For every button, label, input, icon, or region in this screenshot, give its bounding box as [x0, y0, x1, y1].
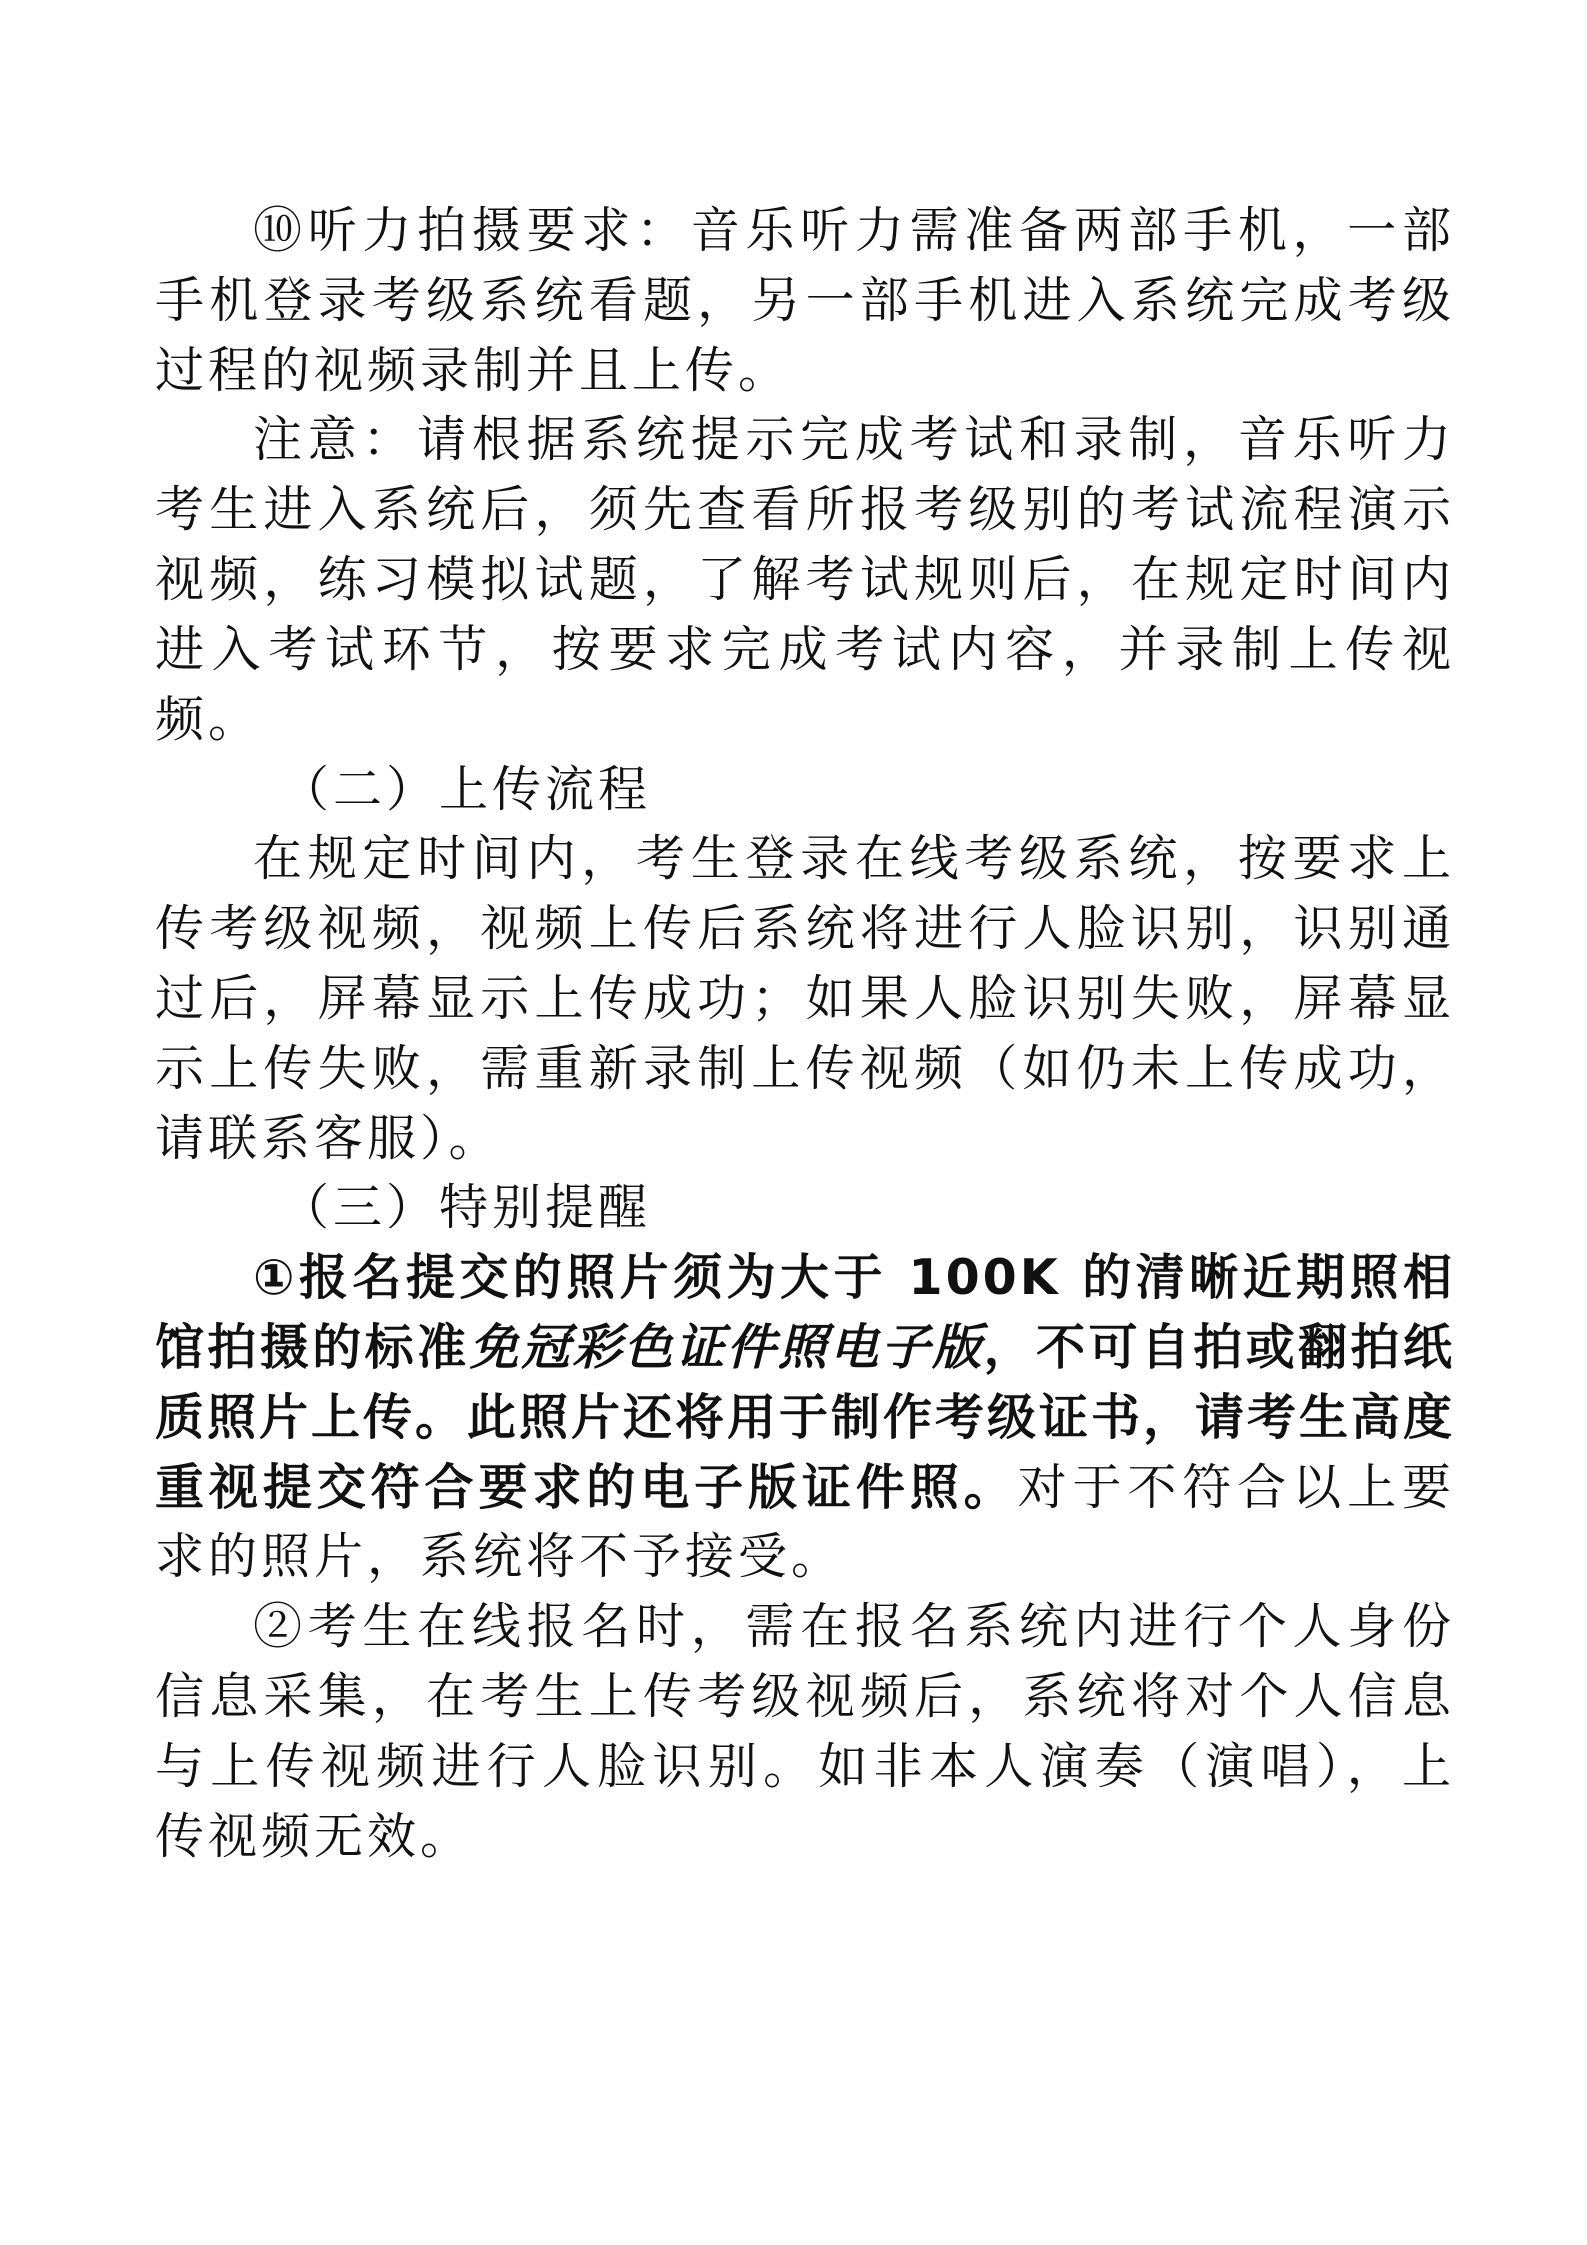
special-reminder-heading: （三）特别提醒	[279, 1179, 651, 1237]
identity-verification-paragraph: ②考生在线报名时，需在报名系统内进行个人身份信息采集，在考生上传考级视频后，系统将对个人信息与上传视频进行人脸识别。如非本人演奏（演唱），上传视频无效。	[155, 1598, 1455, 1865]
upload-process-heading: （二）上传流程	[279, 760, 651, 818]
photo-requirement-bold-lead: ①报名提交的照片须为大于 100K 的清晰近期照相馆拍摄的标准	[155, 1249, 1455, 1376]
photo-requirement-note: 对于不符合以上要求的照片，系统将不予接受。	[155, 1458, 1455, 1586]
photo-type-emphasis: 免冠彩色证件照电子版	[469, 1318, 984, 1376]
photo-requirement-bold-tail: ，不可自拍或翻拍纸质照片上传。此照片还将用于制作考级证书，请考生高度重视提交符合要求的电子版证件照。	[155, 1319, 1456, 1516]
notice-paragraph: 注意：请根据系统提示完成考试和录制，音乐听力考生进入系统后，须先查看所报考级别的考试流程演示视频，练习模拟试题，了解考试规则后，在规定时间内进入考试环节，按要求完成考试内容，并录制上传视频。	[155, 411, 1455, 748]
upload-process-paragraph: 在规定时间内，考生登录在线考级系统，按要求上传考级视频，视频上传后系统将进行人脸识别，识别通过后，屏幕显示上传成功；如果人脸识别失败，屏幕显示上传失败，需重新录制上传视频（如仍未上传成功，请联系客服）。	[155, 830, 1455, 1167]
listening-requirement-paragraph: ⑩听力拍摄要求：音乐听力需准备两部手机，一部手机登录考级系统看题，另一部手机进入系统完成考级过程的视频录制并且上传。	[155, 202, 1455, 399]
photo-requirement-paragraph	[155, 1243, 1455, 1592]
document-page	[155, 196, 1455, 1872]
